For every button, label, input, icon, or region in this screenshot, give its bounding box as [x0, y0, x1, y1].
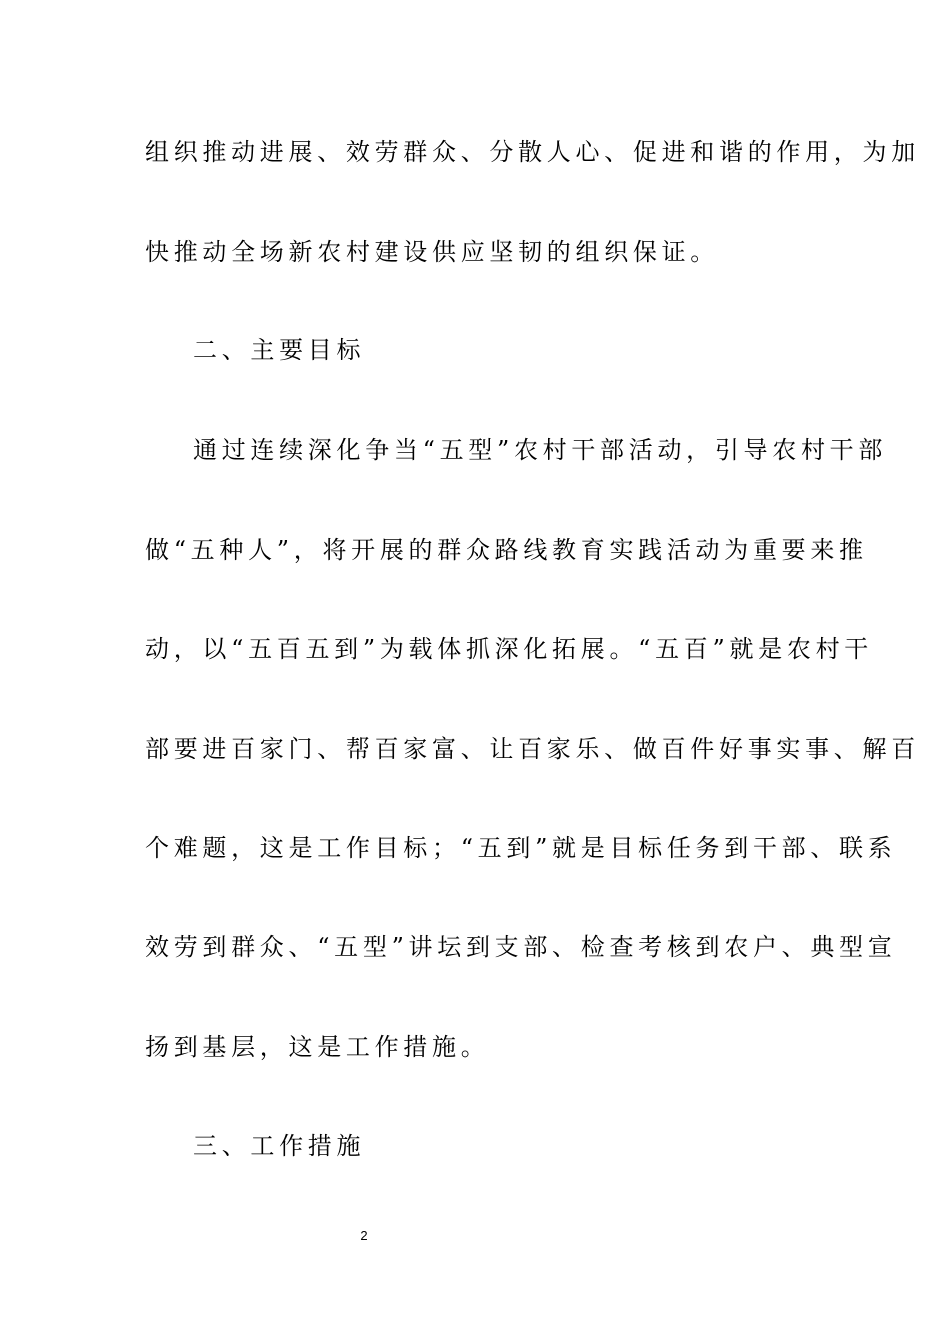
- paragraph-line: 快推动全场新农村建设供应坚韧的组织保证。: [145, 238, 719, 266]
- paragraph-line: 效劳到群众、“五型”讲坛到支部、检查考核到农户、典型宣: [145, 933, 897, 961]
- paragraph-line: 组织推动进展、效劳群众、分散人心、促进和谐的作用，为加: [145, 138, 920, 166]
- paragraph-line: 个难题，这是工作目标；“五到”就是目标任务到干部、联系: [145, 834, 897, 862]
- paragraph-line: 动，以“五百五到”为载体抓深化拓展。“五百”就是农村干: [145, 635, 873, 663]
- paragraph-line: 扬到基层，这是工作措施。: [145, 1033, 490, 1061]
- paragraph-line: 部要进百家门、帮百家富、让百家乐、做百件好事实事、解百: [145, 735, 920, 763]
- section-heading-work-measures: 三、工作措施: [193, 1132, 366, 1160]
- page-number: 2: [360, 1228, 368, 1243]
- paragraph-line: 通过连续深化争当“五型”农村干部活动，引导农村干部: [193, 436, 888, 464]
- paragraph-line: 做“五种人”，将开展的群众路线教育实践活动为重要来推: [145, 536, 868, 564]
- section-heading-main-goals: 二、主要目标: [193, 336, 366, 364]
